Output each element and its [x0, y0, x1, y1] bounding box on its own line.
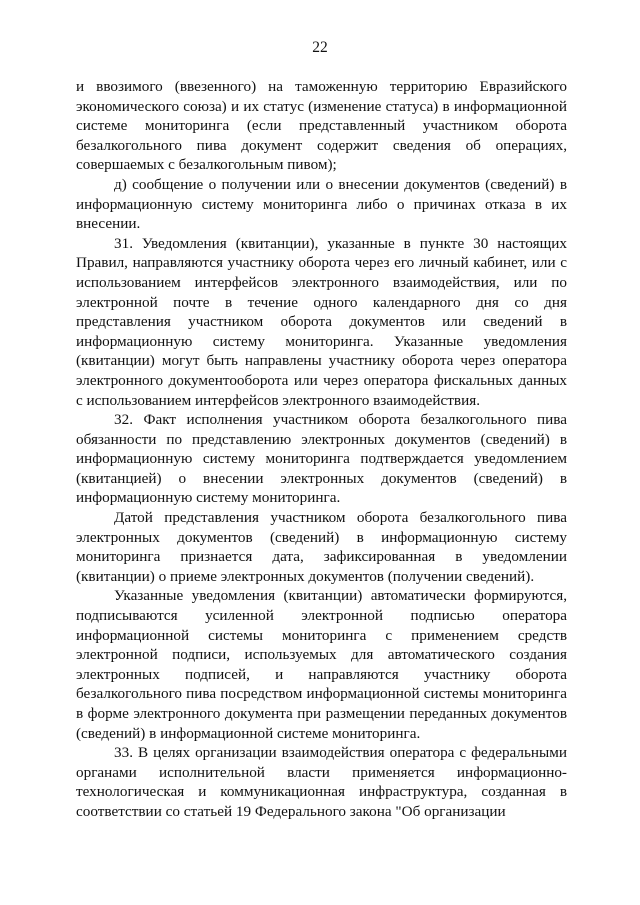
- paragraph-submission-date: Датой представления участником оборота безалкогольного пива электронных документов (сведений) в информационную систему мониторинга признается дата, зафиксированная в уведомлении (квитанции) о приеме электронных документов (получении сведений).: [76, 509, 567, 585]
- paragraph-continuation: и ввозимого (ввезенного) на таможенную территорию Евразийского экономического союза) и их статус (изменение статуса) в информационной системе мониторинга (если представленный участником оборота безалкогольного пива документ содержит сведения об операциях, совершаемых с безалкогольным пивом);: [76, 78, 567, 174]
- paragraph-32: 32. Факт исполнения участником оборота безалкогольного пива обязанности по представлению электронных документов (сведений) в информационную систему мониторинга подтверждается уведомлением (квитанцией) о внесении электронных документов (сведений) в информационную систему мониторинга.: [76, 411, 567, 507]
- page-number: 22: [312, 39, 328, 56]
- paragraph-notifications-signing: Указанные уведомления (квитанции) автоматически формируются, подписываются усиленной электронной подписью оператора информационной системы мониторинга с применением средств электронной подписи, используемых для автоматического создания электронных подписей, и направляются участнику оборота безалкогольного пива посредством информационной системы мониторинга в форме электронного документа при размещении переданных документов (сведений) в информационной системе мониторинга.: [76, 587, 567, 742]
- paragraph-33: 33. В целях организации взаимодействия оператора с федеральными органами исполнительной власти применяется информационно-технологическая и коммуникационная инфраструктура, созданная в соответствии со статьей 19 Федерального закона "Об организации: [76, 744, 567, 820]
- paragraph-31: 31. Уведомления (квитанции), указанные в пункте 30 настоящих Правил, направляются участнику оборота через его личный кабинет, или с использованием интерфейсов электронного взаимодействия, или по электронной почте в течение одного календарного дня со дня представления участником оборота документов или сведений в информационную систему мониторинга. Указанные уведомления (квитанции) могут быть направлены участнику оборота через оператора электронного документооборота или через оператора фискальных данных с использованием интерфейсов электронного взаимодействия.: [76, 234, 567, 409]
- paragraph-item-d: д) сообщение о получении или о внесении документов (сведений) в информационную систему мониторинга либо о причинах отказа в их внесении.: [76, 175, 567, 233]
- document-body: [76, 77, 567, 822]
